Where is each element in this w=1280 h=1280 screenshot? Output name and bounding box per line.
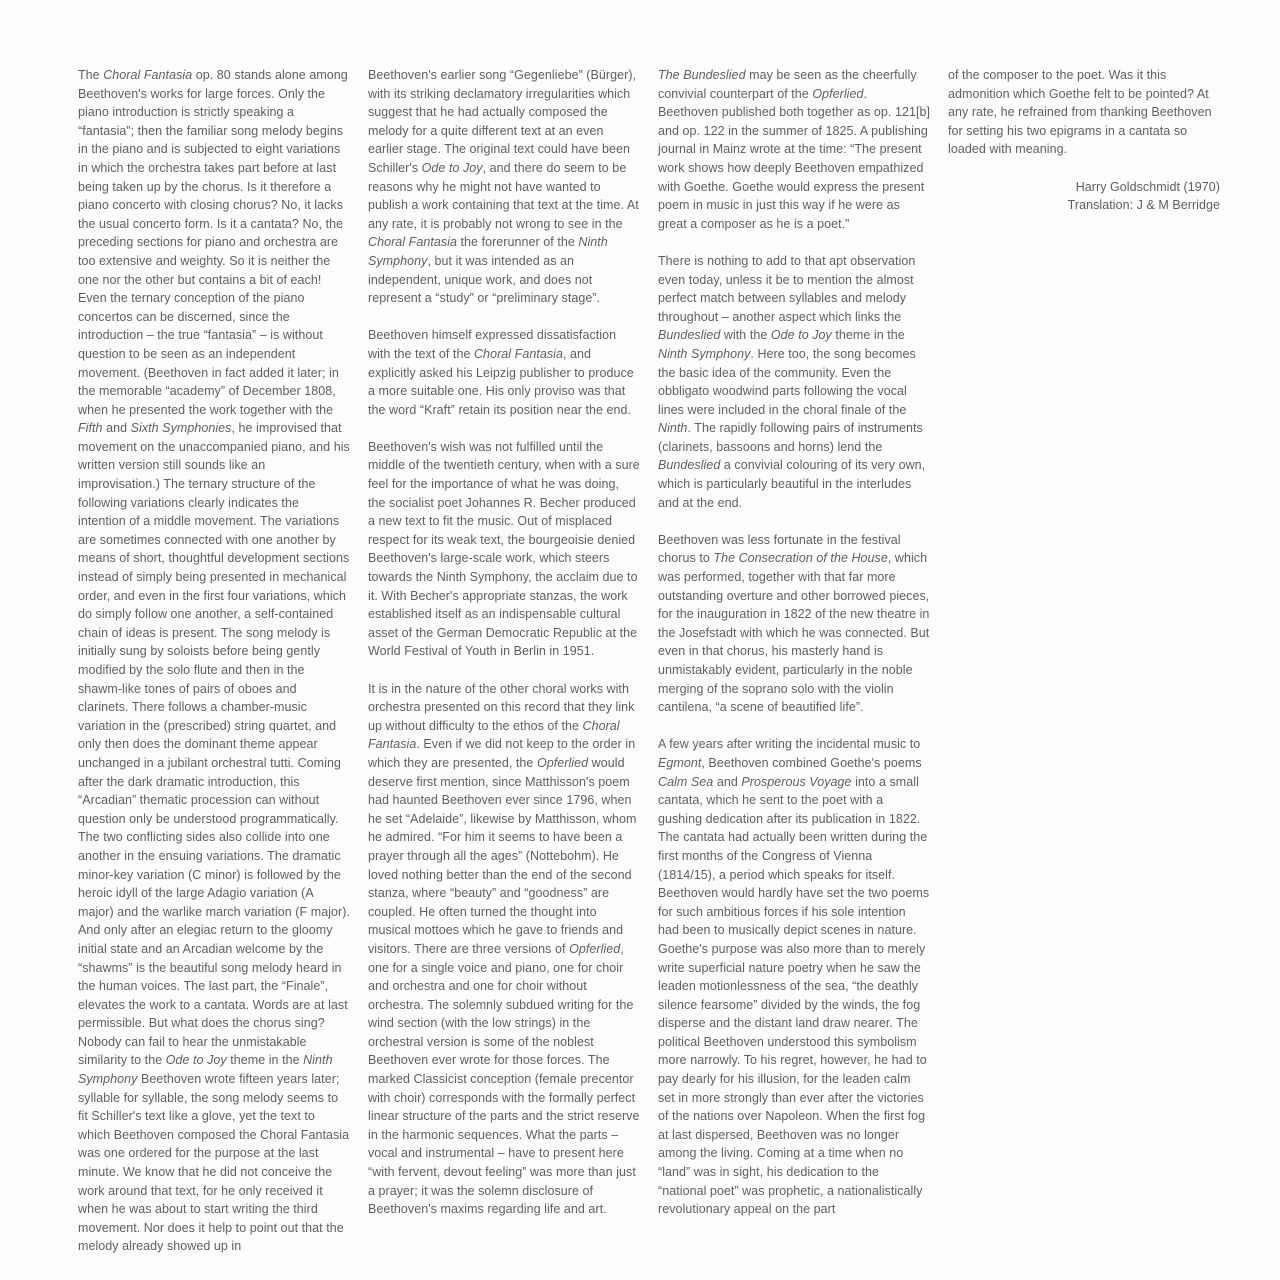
attribution-translator: Translation: J & M Berridge <box>1067 198 1220 213</box>
text-paragraph: A few years after writing the incidental music to Egmont, Beethoven combined Goethe's poems Calm Sea and Prosperous Voyage into a small cantata, which he sent to the poet with a gushing dedication after its publication in 1822. The cantata had actually been written during the first months of the Congress of Vienna (1814/15), a period which speaks for itself. Beethoven would hardly have set the two poems for such ambitious forces if his sole intention had been to musically depict scenes in nature. Goethe's purpose was also more than to merely write superficial nature poetry when he saw the leaden motionlessness of the sea, “the deathly silence fearsome” divided by the winds, the fog disperse and the distant land draw nearer. The political Beethoven understood this symbolism more narrowly. To his regret, however, he had to pay dearly for his illusion, for the leaden calm set in more strongly than ever after the victories of the nations over Napoleon. When the first fog at last dispersed, Beethoven was no longer among the living. Coming at a time when no “land” was in sight, his dedication to the “national poet” was prophetic, a nationalistically revolutionary appeal on the part <box>658 737 930 1217</box>
attribution <box>948 178 1220 215</box>
text-paragraph: Beethoven's wish was not fulfilled until the middle of the twentieth century, when with a sure feel for the importance of what he was doing, the socialist poet Johannes R. Becher produced a new text to fit the music. Out of misplaced respect for its weak text, the bourgeoisie denied Beethoven's large-scale work, which steers towards the Ninth Symphony, the acclaim due to it. With Becher's appropriate stanzas, the work established itself as an indispensable cultural asset of the German Democratic Republic at the World Festival of Youth in Berlin in 1951. <box>368 439 640 659</box>
text-paragraph: The Bundeslied may be seen as the cheerfully convivial counterpart of the Opferlied. Beethoven published both together as op. 121[b] and op. 122 in the summer of 1825. A publishing journal in Mainz wrote at the time: “The present work shows how deeply Beethoven empathized with Goethe. Goethe would express the present poem in music in just this way if he were as great a composer as he is a poet.” <box>658 68 931 231</box>
text-column-1 <box>78 66 350 1275</box>
text-paragraph: The Choral Fantasia op. 80 stands alone among Beethoven's works for large forces. Only the piano introduction is strictly speaking a “fantasia”; then the familiar song melody begins in the piano and is subjected to eight variations in which the orchestra takes part before at last being taken up by the chorus. Is it therefore a piano concerto with closing chorus? No, it lacks the usual concerto form. Is it a cantata? No, the preceding sections for piano and orchestra are too extensive and weighty. So it is neither the one nor the other but contains a bit of each! Even the ternary conception of the piano concertos can be discerned, since the introduction – the true “fantasia” – is without question to be seen as an independent movement. (Beethoven in fact added it later; in the memorable “academy” of December 1808, when he presented the work together with the Fifth and Sixth Symphonies, he improvised that movement on the unaccompanied piano, and his written version still sounds like an improvisation.) The ternary structure of the following variations clearly indicates the intention of a middle movement. The variations are sometimes connected with one another by means of short, thoughtful development sections instead of simply being presented in mechanical order, and even in the first four variations, which do simply follow one another, a self-contained chain of ideas is present. The song melody is initially sung by soloists before being gently modified by the solo flute and then in the shawm-like tones of pairs of oboes and clarinets. There follows a chamber-music variation in the (prescribed) string quartet, and only then does the dominant theme appear unchanged in a jubilant orchestral tutti. Coming after the dark dramatic introduction, this “Arcadian” thematic procession can without question only be understood programmatically. The two conflicting sides also collide into one another in the ensuing variations. The dramatic minor-key variation (C minor) is followed by the heroic idyll of the large Adagio variation (A major) and the warlike march variation (F major). And only after an elegiac return to the gloomy initial state and an Arcadian welcome by the “shawms” is the beautiful song melody heard in the human voices. The last part, the “Finale”, elevates the work to a cantata. Words are at last permissible. But what does the chorus sing? Nobody can fail to hear the unmistakable similarity to the Ode to Joy theme in the Ninth Symphony Beethoven wrote fifteen years later; syllable for syllable, the song melody seems to fit Schiller's text like a glove, yet the text to which Beethoven composed the Choral Fantasia was one ordered for the purpose at the last minute. We know that he did not conceive the work around that text, for he only received it when he was about to start writing the third movement. Nor does it help to point out that the melody already showed up in <box>78 68 350 1254</box>
column-4-paragraphs <box>948 66 1220 159</box>
text-column-3 <box>658 66 930 1237</box>
text-paragraph: Beethoven himself expressed dissatisfaction with the text of the Choral Fantasia, and explicitly asked his Leipzig publisher to produce a more suitable one. His only proviso was that the word “Kraft” retain its position near the end. <box>368 328 634 417</box>
text-paragraph: of the composer to the poet. Was it this admonition which Goethe felt to be pointed? At any rate, he refrained from thanking Beethoven for setting his two epigrams in a cantata so loaded with meaning. <box>948 68 1212 157</box>
text-paragraph: Beethoven was less fortunate in the festival chorus to The Consecration of the House, which was performed, together with that far more outstanding overture and other borrowed pieces, for the inauguration in 1822 of the new theatre in the Josefstadt with which he was connected. But even in that chorus, his masterly hand is unmistakably evident, particularly in the noble merging of the soprano solo with the violin cantilena, “a scene of beautified life”. <box>658 532 930 715</box>
text-column-2 <box>368 66 640 1237</box>
text-column-4 <box>948 66 1220 215</box>
text-paragraph: It is in the nature of the other choral works with orchestra presented on this record that they link up without difficulty to the ethos of the Choral Fantasia. Even if we did not keep to the order in which they are presented, the Opferlied would deserve first mention, since Matthisson's poem had haunted Beethoven ever since 1796, when he set “Adelaide”, likewise by Matthisson, whom he admired. “For him it seems to have been a prayer through all the ages” (Nottebohm). He loved nothing better than the end of the second stanza, where “beauty” and “goodness” are coupled. He often turned the thought into musical mottoes which he gave to friends and visitors. There are three versions of Opferlied, one for a single voice and piano, one for choir and orchestra and one for choir without orchestra. The solemnly subdued writing for the wind section (with the low strings) in the orchestral version is some of the noblest Beethoven ever wrote for those forces. The marked Classicist conception (female precentor with choir) corresponds with the formally perfect linear structure of the parts and the strict reserve in the harmonic sequences. What the parts – vocal and instrumental – have to present here “with fervent, devout feeling” was more than just a prayer; it was the solemn disclosure of Beethoven's maxims regarding life and art. <box>368 681 640 1217</box>
attribution-author: Harry Goldschmidt (1970) <box>1075 179 1220 194</box>
text-paragraph: There is nothing to add to that apt observation even today, unless it be to mention the almost perfect match between syllables and melody throughout – another aspect which links the Bundeslied with the Ode to Joy theme in the Ninth Symphony. Here too, the song becomes the basic idea of the community. Even the obbligato woodwind parts following the vocal lines were included in the choral finale of the Ninth. The rapidly following pairs of instruments (clarinets, bassoons and horns) lend the Bundeslied a convivial colouring of its very own, which is particularly beautiful in the interludes and at the end. <box>658 253 926 510</box>
text-paragraph: Beethoven's earlier song “Gegenliebe” (Bürger), with its striking declamatory irregularities which suggest that he had actually composed the melody for a quite different text at an even earlier stage. The original text could have been Schiller's Ode to Joy, and there do seem to be reasons why he might not have wanted to publish a work containing that text at the time. At any rate, it is probably not wrong to see in the Choral Fantasia the forerunner of the Ninth Symphony, but it was intended as an independent, unique work, and does not represent a “study” or “preliminary stage”. <box>368 68 639 306</box>
